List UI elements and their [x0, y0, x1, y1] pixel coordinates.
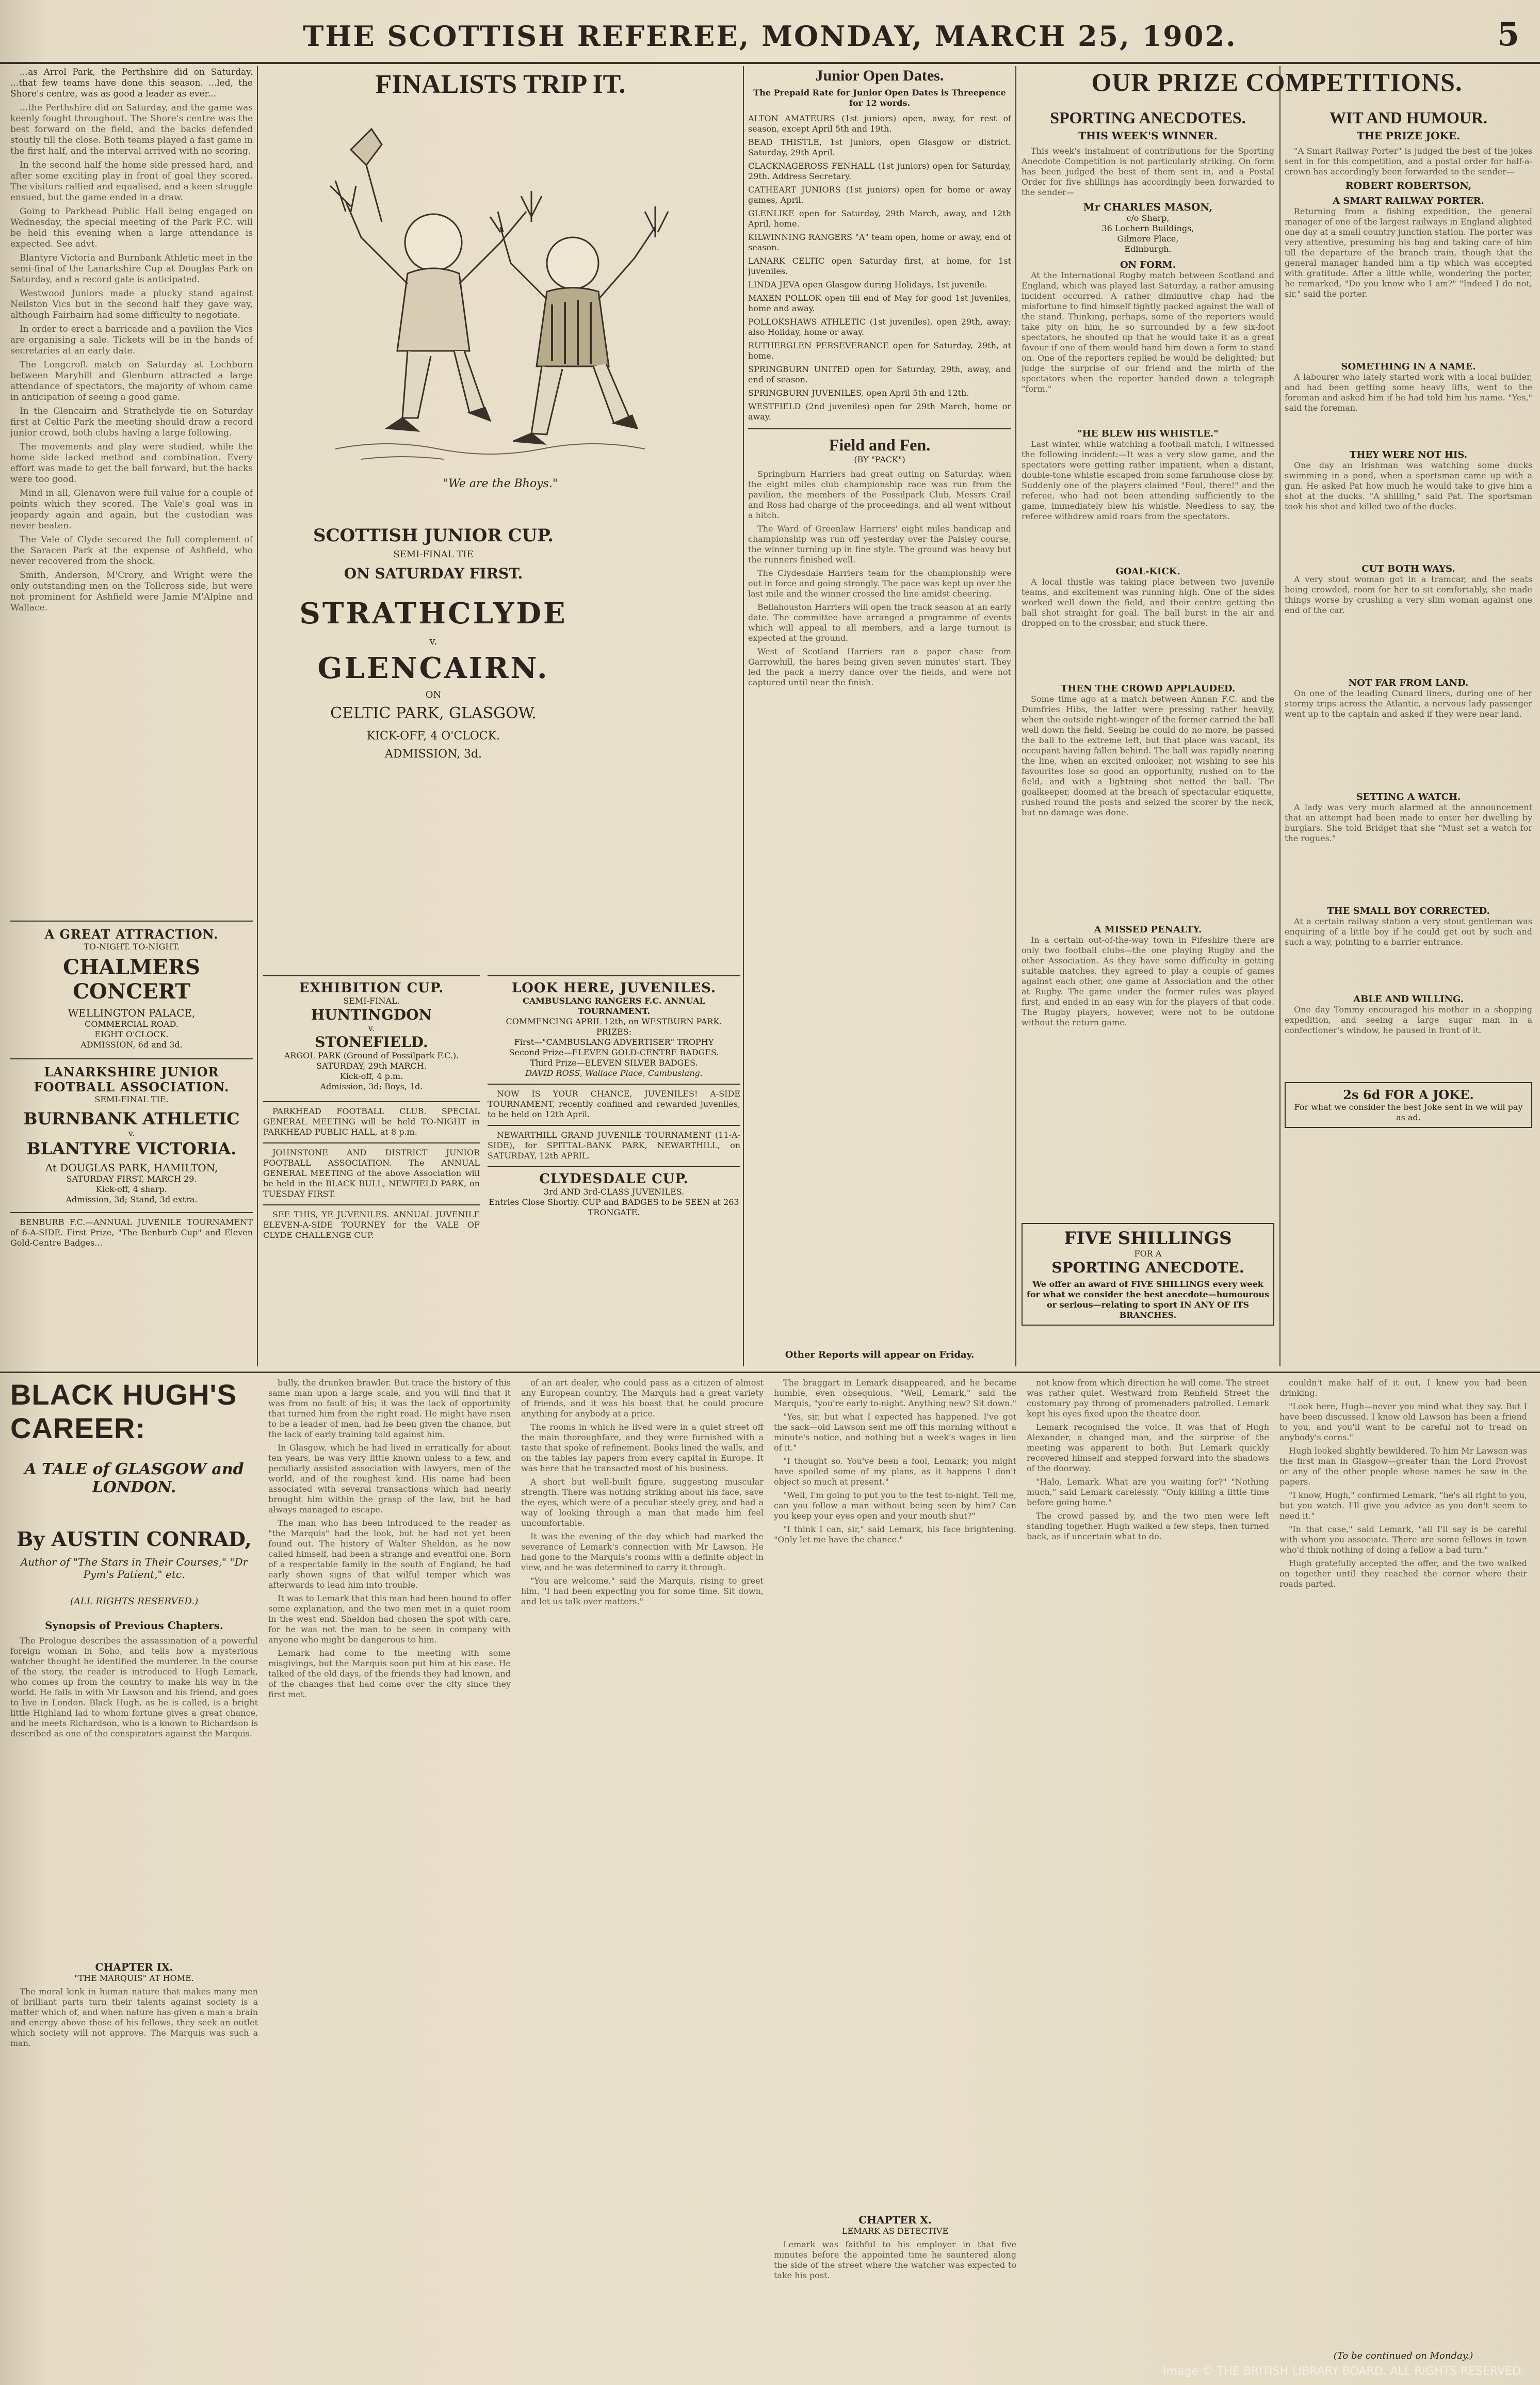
winner-address: 36 Lochern Buildings, — [1101, 223, 1194, 233]
column-rule — [1015, 66, 1016, 1366]
football-notes-text: ...as Arrol Park, the Perthshire did on Saturday. ...that few teams have done this season. ...led, the Shore's centre, was as good a leader as ever... ...the Perthshire did on Saturday, and the game was keenly fought throughout. The Shore's centre was the best forward on the field, and the backs defended stoutly till the close. Both teams played a fast game in the first half, and the interval arrived with no scoring. In the second half the home side pressed hard, and after some exciting play in front of goal they scored. The visitors rallied and equalised, and a keen struggle ensued, but the game ended in a draw. Going to Parkhead Public Hall being engaged on Wednesday, the special meeting of the Park F.C. will be held this evening when a large attendance is expected. See advt. Blantyre Victoria and Burnbank Athletic meet in the semi-final of the Lanarkshire Cup at Douglas Park on Saturday, and a record gate is anticipated. Westwood Juniors made a plucky stand against Neilston Vics but in the second half they gave way, although Fairbairn had some difficulty to negotiate. In order to erect a barricade and a pavilion the Vics are organising a sale. Tickets will be in the hands of secretaries at an early date. The Longcroft match on Saturday at Lochburn between Maryhill and Glenburn attracted a large attendance of spectators, the majority of whom came in anticipation of seeing a good game. In the Glencairn and Strathclyde tie on Saturday first at Celtic Park the meeting should draw a record junior crowd, both clubs having a large following. The movements and play were studied, while the home side lacked method and combination. Every effort was made to get the ball forward, but the backs were too good. Mind in all, Glenavon were full value for a couple of points which they scored. The Vale's goal was in jeopardy again and again, but the custodian was never beaten. The Vale of Clyde secured the full complement of the Saracen Park at the expense of Ashfield, who never recovered from the shock. Smith, Anderson, M'Crory, and Wright were the only outstanding men on the Tollcross side, but were not prominent for Ashfield were Jamie M'Alpine and Wallace. — [10, 67, 253, 613]
synopsis-heading: Synopsis of Previous Chapters. — [45, 1619, 223, 1632]
see-this-ad — [263, 1204, 480, 1240]
ad-line: KICK-OFF, 4 O'CLOCK. — [366, 730, 500, 743]
ad-body: PARKHEAD FOOTBALL CLUB. SPECIAL GENERAL MEETING will be held TO-NIGHT in PARKHEAD PUBLIC HALL, at 8 p.m. — [263, 1106, 480, 1137]
open-date-entry: LINDA JEVA open Glasgow during Holidays, 1st juvenile. — [748, 280, 987, 289]
winner-address: c/o Sharp, — [1126, 213, 1170, 223]
parkhead-ad — [263, 1101, 480, 1137]
ad-line: TO-NIGHT. TO-NIGHT. — [84, 942, 180, 952]
chapter-heading: CHAPTER IX. — [95, 1961, 173, 1973]
winner-name: Mr CHARLES MASON, — [1083, 201, 1213, 213]
now-is-ad — [488, 1084, 740, 1120]
column-rule — [257, 66, 258, 1366]
ad-line: ON — [425, 689, 442, 700]
anecdote-title: A MISSED PENALTY. — [1094, 924, 1202, 935]
clydesdale-ad — [488, 1166, 740, 1218]
anecdote-title: ON FORM. — [1120, 260, 1176, 270]
byline: (BY "PACK") — [854, 455, 905, 464]
anecdote-title: GOAL-KICK. — [1115, 566, 1180, 577]
ad-date: ON SATURDAY FIRST. — [344, 565, 523, 582]
joke-title: THE SMALL BOY CORRECTED. — [1327, 906, 1490, 916]
ad-line: COMMERCIAL ROAD. — [85, 1019, 179, 1029]
ad-line: v. — [429, 635, 437, 647]
open-date-entry: ALTON AMATEURS (1st juniors) open, away, for rest of season, except April 5th and 19th. — [748, 114, 1011, 134]
chapter-title: LEMARK AS DETECTIVE — [841, 2226, 949, 2236]
ad-line: Kick-off, 4 sharp. — [96, 1184, 167, 1194]
ad-line: SEMI-FINAL. — [343, 996, 400, 1006]
serial-author-works: Author of "The Stars in Their Courses," "Dr Pym's Patient," etc. — [20, 1556, 248, 1581]
open-date-entry: GLENLIKE open for Saturday, 29th March, away, and 12th April, home. — [748, 208, 1011, 229]
open-date-entry: KILWINNING RANGERS "A" team open, home or away, end of season. — [748, 232, 1011, 252]
ad-line: v. — [128, 1129, 135, 1138]
ad-body: NEWARTHILL GRAND JUVENILE TOURNAMENT (11-A-SIDE), for SPITTAL-BANK PARK, NEWARTHILL, on SATURDAY, 12th APRIL. — [488, 1130, 740, 1161]
ad-line: SATURDAY, 29th MARCH. — [316, 1061, 427, 1071]
ad-body: BENBURB F.C.—ANNUAL JUVENILE TOURNAMENT of 6-A-SIDE. First Prize, "The Benburb Cup" and Eleven Gold-Centre Badges... — [10, 1217, 253, 1248]
page-number: 5 — [1497, 15, 1519, 53]
ad-line: First—"CAMBUSLANG ADVERTISER" TROPHY — [514, 1037, 714, 1047]
team-name: STRATHCLYDE — [299, 597, 568, 631]
masthead-title: THE SCOTTISH REFEREE, MONDAY, MARCH 25, 1902. — [303, 20, 1237, 53]
ad-line: SATURDAY FIRST, MARCH 29. — [66, 1174, 197, 1184]
joke-prize-box — [1285, 1082, 1532, 1128]
open-date-entry: LANARK CELTIC open Saturday first, at home, for 1st juveniles. — [748, 256, 1011, 276]
reports-note: Other Reports will appear on Friday. — [785, 1349, 975, 1360]
ads-left — [263, 975, 480, 1367]
ad-line: COMMENCING APRIL 12th, on WESTBURN PARK. — [506, 1017, 722, 1026]
cartoon-caption: "We are the Bhoys." — [443, 477, 558, 490]
field-and-fen-text: Springburn Harriers had great outing on Saturday, when the eight miles club championship race was run from the pavilion, the members of the Possilpark Club, Messrs Crail and Ross had charge of the proceedings, and all went without a hitch. The Ward of Greenlaw Harriers' eight miles handicap and championship was run off yesterday over the Paisley course, the winner turning up in fine style. The ground was heavy but the runners finished well. The Clydesdale Harriers team for the championship were out in force and going strongly. The pace was kept up over the last mile and the winner crossed the line amidst cheering. Bellahouston Harriers will open the track season at an early date. The committee have arranged a programme of events which will appeal to all members, and a large turnout is expected at the ground. West of Scotland Harriers ran a paper chase from Garrowhill, the hares being given seven minutes' start. They led the pack a merry dance over the fields, and were not captured until near the finish. — [748, 469, 1011, 687]
box-line: FOR A — [1134, 1249, 1162, 1259]
open-date-entry: SPRINGBURN JUVENILES, open April 5th and 12th. — [748, 388, 969, 398]
junior-cup-ad — [289, 521, 578, 970]
section-title: Field and Fen. — [829, 436, 931, 454]
open-date-entry: SPRINGBURN UNITED open for Saturday, 29th, away, and end of season. — [748, 364, 1011, 384]
serial-title: BLACK HUGH'S CAREER: — [10, 1378, 237, 1444]
ad-line: SEMI-FINAL TIE. — [94, 1094, 169, 1104]
joke-title: THEY WERE NOT HIS. — [1350, 449, 1467, 460]
box-title: FIVE SHILLINGS — [1064, 1228, 1232, 1249]
column-1 — [10, 67, 253, 1367]
section-rule — [0, 1372, 1540, 1373]
ad-venue: CELTIC PARK, GLASGOW. — [330, 704, 537, 722]
subsection-title: SPORTING ANECDOTES. — [1050, 108, 1246, 127]
chapter-title: "THE MARQUIS" AT HOME. — [74, 1973, 194, 1983]
newarthill-ad — [488, 1125, 740, 1161]
masthead — [0, 0, 1540, 64]
joke-title: SOMETHING IN A NAME. — [1341, 361, 1476, 372]
chapter-10-heading: CHAPTER X. LEMARK AS DETECTIVE Lemark was faithful to his employer in that five minutes before the appointed time he sauntered along the side of the street where the watcher was expected to take his post. — [774, 2214, 1016, 2280]
ads-right — [488, 975, 740, 1367]
ad-title: SCOTTISH JUNIOR CUP. — [313, 525, 554, 546]
team-name: HUNTINGDON — [311, 1006, 432, 1023]
team-name: BLANTYRE VICTORIA. — [26, 1139, 237, 1158]
ad-line: ADMISSION, 3d. — [384, 748, 482, 761]
ad-line: SEMI-FINAL TIE — [393, 549, 474, 560]
subsection-sub: THIS WEEK'S WINNER. — [1078, 130, 1218, 142]
box-body: For what we consider the best Joke sent in we will pay as ad. — [1294, 1102, 1523, 1122]
team-name: STONEFIELD. — [315, 1034, 428, 1051]
box-body: We offer an award of FIVE SHILLINGS every week for what we consider the best anecdote—humourous or serious—relating to sport IN ANY OF ITS BRANCHES. — [1027, 1279, 1270, 1320]
cartoon-title: FINALISTS TRIP IT. — [375, 70, 626, 99]
ad-body: NOW IS YOUR CHANCE, JUVENILES! A-SIDE TOURNAMENT, recently confined and rewarded juveniles, to be held on 12th April. — [488, 1089, 740, 1119]
ad-line: Entries Close Shortly. CUP and BADGES to be SEEN at 263 TRONGATE. — [489, 1197, 739, 1217]
ad-venue: At DOUGLAS PARK, HAMILTON, — [45, 1162, 218, 1174]
concert-ad — [10, 921, 253, 1050]
team-name: BURNBANK ATHLETIC — [23, 1109, 240, 1129]
joke-title: CUT BOTH WAYS. — [1361, 563, 1455, 574]
open-date-entry: MAXEN POLLOK open till end of May for good 1st juveniles, home and away. — [748, 293, 1011, 313]
ad-body: JOHNSTONE AND DISTRICT JUNIOR FOOTBALL ASSOCIATION. The ANNUAL GENERAL MEETING of the above Association will be held in the BLACK BULL, NEWFIELD PARK, on TUESDAY FIRST. — [263, 1148, 480, 1199]
open-date-entry: WESTFIELD (2nd juveniles) open for 29th March, home or away. — [748, 401, 1011, 422]
five-shillings-box — [1022, 1223, 1274, 1326]
cartoon-illustration — [284, 108, 717, 470]
ad-body: SEE THIS, YE JUVENILES. ANNUAL JUVENILE ELEVEN-A-SIDE TOURNEY for the VALE OF CLYDE CHALLENGE CUP. — [263, 1210, 480, 1240]
sporting-anecdotes: SPORTING ANECDOTES. THIS WEEK'S WINNER. This week's instalment of contributions for the Sporting Anecdote Competition is not particularly striking. On form has been judged the best of them sent in, and a Postal Order for five shillings has accordingly been forwarded to the sender— Mr CHARLES MASON, c/o Sharp, 36 Lochern Buildings, Gilmore Place, Edinburgh. ON FORM. At the International Rugby match between Scotland and England, which was played last Saturday, a rather amusing incident occurred. A rather diminutive chap had the misfortune to find himself tightly packed against the wall of the stand. Thinking, perhaps, some of the reporters would take pity on him, he so surrounded by a few six-foot spectators, he shouted up that he would take it as a great favour if one of them would hand him down a form to stand on. One of the reporters replied he would be delighted; but judge the surprise of our friend and the mirth of the spectators when the reporter handed down a telegraph "form." "HE BLEW HIS WHISTLE." Last winter, while watching a football match, I witnessed the following incident:—It was a very slow game, and the spectators were getting rather impatient, when a distant, double-tone whistle escaped from some farmhouse close by. Suddenly one of the players claimed "Foul, there!" and the referee, who had not been attending sufficiently to the game, immediately blew his whistle. Needless to say, the referee withdrew amid roars from the spectators. GOAL-KICK. A local thistle was taking place between two juvenile teams, and excitement was running high. One of the sides worked well down the field, and their centre getting the ball shot straight for goal. The ball burst in the air and dropped on to the crossbar, and stuck there. THEN THE CROWD APPLAUDED. Some time ago at a match between Annan F.C. and the Dumfries Hibs, the latter were pressing rather heavily, when the outside right-winger of the former carried the ball well down the field. Seeing he could do no more, he passed the ball to the extreme left, but that place was vacant, its occupant having fallen behind. The ball was rapidly nearing the line, when an excited onlooker, not wishing to see his favourites lose so good an opportunity, rushed on to the field, and with a lightning shot netted the ball. The goalkeeper, doomed at the breach of spectacular etiquette, rushed round the posts and seized the scorer by the neck, but no damage was done. A MISSED PENALTY. In a certain out-of-the-way town in Fifeshire there are only two football clubs—the one playing Rugby and the other Association. As they have some difficulty in getting suitable matches, they agreed to play a couple of games against each other, one game at Association and the other at Rugby. The game under the former rules was played first, and ended in an easy win for the players of that code. The Rugby players, however, were not to be outdone without the return game. — [1022, 108, 1274, 1027]
joke-title: NOT FAR FROM LAND. — [1348, 678, 1469, 688]
ad-title: EXHIBITION CUP. — [299, 980, 444, 996]
team-name: GLENCAIRN. — [317, 651, 549, 685]
open-date-entry: BEAD THISTLE, 1st juniors, open Glasgow or district. Saturday, 29th April. — [748, 137, 1011, 157]
serial-heading: BLACK HUGH'S CAREER: A TALE of GLASGOW and LONDON. By AUSTIN CONRAD, Author of "The Stars in Their Courses," "Dr Pym's Patient," etc. (ALL RIGHTS RESERVED.) Synopsis of Previous Chapters. The Prologue describes the assassination of a powerful foreign woman in Soho, and tells how a mysterious watcher thought he identified the murderer. In the course of the story, the reader is introduced to Hugh Lemark, who comes up from the country to make his way in the world. He falls in with Mr Lawson and his friend, and goes to live in London. Black Hugh, as he is called, is a bright little Highland lad to whom fortune gives a great chance, and he meets Richardson, who is a known to Richardson is described as one of the conspirators against the Marquis. CHAPTER IX. "THE MARQUIS" AT HOME. The moral kink in human nature that makes many men of brilliant parts turn their talents against society is a matter which of, and when nature has given a man a brain and energy above those of his fellows, they seek an outlet which society will not approve. The Marquis was such a man. — [10, 1378, 258, 2048]
ad-title: A GREAT ATTRACTION. — [44, 927, 219, 942]
winner-address: Gilmore Place, — [1117, 234, 1179, 244]
ad-line: 3rd AND 3rd-CLASS JUVENILES. — [543, 1187, 685, 1197]
ad-name: CHALMERS CONCERT — [63, 955, 200, 1004]
joke-title: SETTING A WATCH. — [1356, 792, 1461, 802]
open-dates-list — [748, 114, 1011, 422]
lanarkshire-ad — [10, 1058, 253, 1205]
ad-line: PRIZES: — [596, 1027, 632, 1037]
subsection-sub: THE PRIZE JOKE. — [1356, 130, 1461, 142]
ad-title: LOOK HERE, JUVENILES. — [511, 980, 717, 996]
open-date-entry: RUTHERGLEN PERSEVERANCE open for Saturday, 29th, at home. — [748, 341, 1011, 361]
ad-line: CAMBUSLANG RANGERS F.C. ANNUAL TOURNAMENT. — [523, 996, 705, 1016]
serial-author: By AUSTIN CONRAD, — [17, 1527, 252, 1551]
ad-venue: ARGOL PARK (Ground of Possilpark F.C.). — [284, 1051, 459, 1060]
ad-line: Kick-off, 4 p.m. — [339, 1071, 403, 1081]
cartoon-panel — [263, 67, 738, 516]
look-here-ad — [488, 975, 740, 1078]
ad-line: EIGHT O'CLOCK. — [94, 1029, 169, 1039]
subsection-title: WIT AND HUMOUR. — [1329, 108, 1488, 127]
prize-competitions — [1022, 67, 1532, 1367]
ad-title: CLYDESDALE CUP. — [539, 1171, 689, 1187]
open-date-entry: POLLOKSHAWS ATHLETIC (1st juveniles), open 29th, away; also Holiday, home or away. — [748, 317, 1011, 337]
column-rule — [743, 66, 744, 1366]
anecdote-title: "HE BLEW HIS WHISTLE." — [1077, 428, 1219, 439]
section-title: OUR PRIZE COMPETITIONS. — [1091, 68, 1463, 96]
ad-line: Third Prize—ELEVEN SILVER BADGES. — [530, 1058, 698, 1068]
benburb-ad — [10, 1212, 253, 1248]
ad-line: Admission, 3d; Boys, 1d. — [320, 1082, 423, 1091]
ad-line: ADMISSION, 6d and 3d. — [80, 1040, 183, 1050]
rates-note: The Prepaid Rate for Junior Open Dates is Threepence for 12 words. — [753, 88, 1006, 108]
ad-line: v. — [368, 1023, 375, 1033]
anecdote-title: THEN THE CROWD APPLAUDED. — [1060, 683, 1236, 694]
johnstone-ad — [263, 1142, 480, 1199]
joke-title: A SMART RAILWAY PORTER. — [1333, 196, 1484, 206]
notes-lead: ...as Arrol Park, the Perthshire did on Saturday. ...that few teams have done this season. ...led, the Shore's centre, was as good a leader as ever... — [10, 67, 253, 99]
continued-note: (To be continued on Monday.) — [1333, 2350, 1473, 2361]
ad-line: Admission, 3d; Stand, 3d extra. — [66, 1195, 198, 1204]
serial-section: BLACK HUGH'S CAREER: A TALE of GLASGOW and LONDON. By AUSTIN CONRAD, Author of "The Stars in Their Courses," "Dr Pym's Patient," etc. (ALL RIGHTS RESERVED.) Synopsis of Previous Chapters. The Prologue describes the assassination of a powerful foreign woman in Soho, and tells how a mysterious watcher thought he identified the murderer. In the course of the story, the reader is introduced to Hugh Lemark, who comes up from the country to make his way in the world. He falls in with Mr Lawson and his friend, and goes to live in London. Black Hugh, as he is called, is a bright little Highland lad to whom fortune gives a great chance, and he meets Richardson, who is a known to Richardson is described as one of the conspirators against the Marquis. CHAPTER IX. "THE MARQUIS" AT HOME. The moral kink in human nature that makes many men of brilliant parts turn their talents against society is a matter which of, and when nature has given a man a brain and energy above those of his fellows, they seek an outlet which society will not approve. The Marquis was such a man. bully, the drunken brawler. But trace the history of this same man upon a large scale, and you will find that it was from no fault of his; it was the lack of opportunity that turned him from the right road. He might have risen to be a leader of men, had he been given the chance, but the lack of early training told against him. In Glasgow, which he had lived in erratically for about ten years, he was very little known unless to a few, and peculiarly assisted association with lawyers, men of the world, and of the roughest kind. His name had been associated with several transactions which had nearly brought him within the grasp of the law, but he had always managed to escape. The man who has been introduced to the reader as "the Marquis" had the look, but he had not yet been found out. The history of Walter Sheldon, as he now called himself, had been a strange and eventful one. Born of a respectable family in the south of England, he had early shown signs of that wilful temper which was afterwards to lead him into trouble. It was to Lemark that this man had been bound to offer some explanation, and the two men met in a quiet room in the west end. Sheldon had chosen the spot with care, for he was not the man to be seen in company with anyone who might be dangerous to him. Lemark had come to the meeting with some misgivings, but the Marquis soon put him at his ease. He talked of the old days, of the friends they had known, and of the changes that had come over the city since they first met. of an art dealer, who could pass as a citizen of almost any European country. The Marquis had a great variety of friends, and it was his boast that he could procure anything for anybody at a price. The rooms in which he lived were in a quiet street off the main thoroughfare, and they were furnished with a taste that spoke of refinement. Books lined the walls, and on the tables lay papers from every capital in Europe. It was here that he transacted most of his business. A short but well-built figure, suggesting muscular strength. There was nothing striking about his face, save the eyes, which were of a peculiar steely grey, and had a way of looking through a man that made him feel uncomfortable. It was the evening of the day which had marked the severance of Lemark's connection with Mr Lawson. He had gone to the Marquis's rooms with a definite object in view, and he was determined to carry it through. "You are welcome," said the Marquis, rising to greet him. "I had been expecting you for some time. Sit down, and let us talk over matters." The braggart in Lemark disappeared, and he became humble, even obsequious. "Well, Lemark," said the Marquis, "you're early to-night. Anything new? Sit down." "Yes, sir, but what I expected has happened. I've got the sack—old Lawson sent me off this morning without a minute's notice, and nothing but a week's wages in lieu of it." "I thought so. You've been a fool, Lemark; you might have spoiled some of my plans, as it happens I don't object so much at present." "Well, I'm going to put you to the test to-night. Tell me, can you follow a man without being seen by him? Can you keep your eyes open and your mouth shut?" "I think I can, sir," said Lemark, his face brightening. "Only let me have the chance." CHAPTER X. LEMARK AS DETECTIVE Lemark was faithful to his employer in that five minutes before the appointed time he sauntered along the side of the street where the watcher was expected to take his post. not know from which direction he will come. The street was rather quiet. Westward from Renfield Street the customary pay throng of promenaders patrolled. Lemark kept his eyes fixed upon the theatre door. Lemark recognised the voice. It was that of Hugh Alexander, a changed man, and the surprise of the meeting was apparent to both. But Lemark quickly recovered himself and stepped forward into the shadows of the doorway. "Halo, Lemark. What are you waiting for?" "Nothing much," said Lemark carelessly. "Only killing a little time before going home." The crowd passed by, and the two men were left standing together. Hugh walked a few steps, then turned back, as if uncertain what to do. couldn't make half of it out, I knew you had been drinking. "Look here, Hugh—never you mind what they say. But I have been discussed. I know old Lawson has been a friend to you, and you'll want to be careful not to tread on anybody's corns." Hugh looked slightly bewildered. To him Mr Lawson was the first man in Glasgow—greater than the Lord Provost or any of the other people whose names he saw in the papers. "I know, Hugh," confirmed Lemark, "he's all right to you, but you watch. I'll give you advice as you don't seem to need it." "In that case," said Lemark, "all I'll say is be careful with whom you associate. There are some fellows in town who'd think nothing of doing a fellow a bad turn." Hugh gratefully accepted the offer, and the two walked on together until they reached the corner where their roads parted. (To be continued on Monday.) — [10, 1378, 1530, 2374]
box-title: 2s 6d FOR A JOKE. — [1343, 1087, 1474, 1102]
open-date-entry: CLACKNAGEROSS FENHALL (1st juniors) open for Saturday, 29th. Address Secretary. — [748, 161, 1011, 181]
ad-line: DAVID ROSS, Wallace Place, Cambuslang. — [525, 1068, 703, 1078]
ad-venue: WELLINGTON PALACE, — [68, 1007, 196, 1019]
winner-address: Edinburgh. — [1124, 244, 1172, 254]
wit-and-humour: WIT AND HUMOUR. THE PRIZE JOKE. "A Smart Railway Porter" is judged the best of the jokes sent in for this competition, and a postal order for half-a-crown has accordingly been forwarded to the sender— ROBERT ROBERTSON, A SMART RAILWAY PORTER. Returning from a fishing expedition, the general manager of one of the largest railways in England alighted one day at a small country junction station. The porter was very attentive, presuming his bag and taking care of him till the departure of the branch train, though that the general manager handed him a tip which was accepted with gratitude. After a little while, wondering the porter, he remarked, "Do you know who I am?" "Indeed I do not, sir," said the porter. SOMETHING IN A NAME. A labourer who lately started work with a local builder, and had been getting some heavy lifts, went to the foreman and asked him if he had told him his name. "Yes," said the foreman. THEY WERE NOT HIS. One day an Irishman was watching some ducks swimming in a pond, when a sportsman came up with a gun. He asked Pat how much he would take to give him a shot at the ducks. "A shilling," said Pat. The sportsman took his shot and killed two of the ducks. CUT BOTH WAYS. A very stout woman got in a tramcar, and the seats being crowded, room for her to sit comfortably, she made things worse by crushing a very slim woman against one end of the car. NOT FAR FROM LAND. On one of the leading Cunard liners, during one of her stormy trips across the Atlantic, a nervous lady passenger went up to the captain and asked if they were near land. SETTING A WATCH. A lady was very much alarmed at the announcement that an attempt had been made to enter her dwelling by burglars. She told Bridget that she "Must set a watch for the rogues." THE SMALL BOY CORRECTED. At a certain railway station a very stout gentleman was enquiring of a little boy if he could get out by such and such a way, pointing to a barrier entrance. ABLE AND WILLING. One day Tommy encouraged his mother in a shopping expedition, and seeing a large sugar man in a confectioner's window, he paused in front of it. 2s 6d FOR A JOKE. For what we consider the best Joke sent in we will pay as ad. — [1285, 108, 1532, 1128]
copyright-footer: Image © THE BRITISH LIBRARY BOARD. ALL RIGHTS RESERVED. — [1163, 2365, 1525, 2378]
open-date-entry: CATHEART JUNIORS (1st juniors) open for home or away games, April. — [748, 185, 1011, 205]
ad-line: Second Prize—ELEVEN GOLD-CENTRE BADGES. — [509, 1048, 719, 1057]
joke-title: ABLE AND WILLING. — [1353, 994, 1464, 1005]
box-title: SPORTING ANECDOTE. — [1051, 1259, 1244, 1276]
column-open-dates — [748, 67, 1011, 1367]
rights-note: (ALL RIGHTS RESERVED.) — [70, 1596, 199, 1607]
chapter-heading: CHAPTER X. — [858, 2214, 932, 2226]
ad-title: LANARKSHIRE JUNIOR FOOTBALL ASSOCIATION. — [34, 1065, 230, 1094]
winner-name: ROBERT ROBERTSON, — [1345, 180, 1472, 191]
serial-subtitle: A TALE of GLASGOW and LONDON. — [24, 1460, 244, 1496]
section-title: Junior Open Dates. — [815, 67, 944, 84]
